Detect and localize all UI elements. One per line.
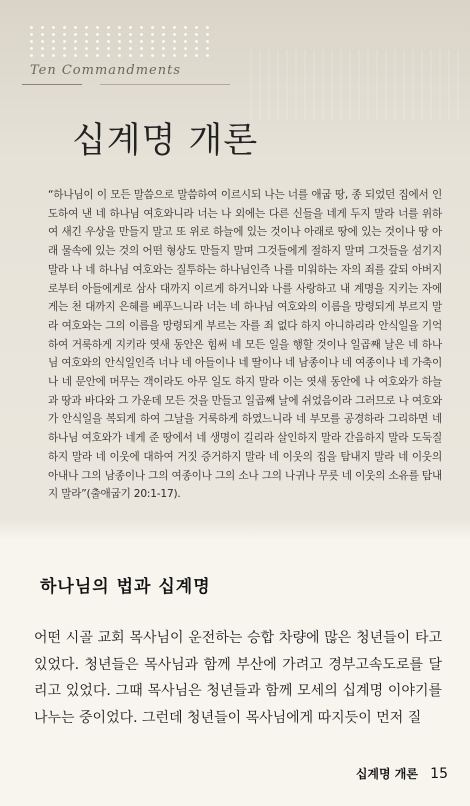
series-rule-secondary bbox=[100, 84, 230, 85]
decorative-dot-pattern bbox=[26, 24, 216, 58]
body-paragraph: 어떤 시골 교회 목사님이 운전하는 승합 차량에 많은 청년들이 타고 있었다. 청년들은 목사님과 함께 부산에 가려고 경부고속도로를 달리고 있었다. 그때 목사님은 청년들과 함께 모세의 십계명 이야기를 나누는 중이었다. 그런데 청년들이 목사님에게 따지듯이 먼저 질 bbox=[34, 630, 442, 726]
page-number: 15 bbox=[430, 766, 448, 782]
series-label: Ten Commandments bbox=[30, 63, 182, 78]
section-heading: 하나님의 법과 십계명 bbox=[40, 577, 211, 597]
running-title: 십계명 개론 bbox=[355, 767, 418, 781]
chapter-title: 십계명 개론 bbox=[72, 121, 259, 161]
series-rule bbox=[22, 84, 82, 85]
page-footer bbox=[356, 765, 448, 782]
scripture-quote: “하나님이 이 모든 말씀으로 말씀하여 이르시되 나는 너를 애굽 땅, 종 되었던 집에서 인도하여 낸 네 하나님 여호와니라 너는 나 외에는 다른 신들을 네게 두지 말라 너를 위하여 새긴 우상을 만들지 말고 또 위로 하늘에 있는 것이나 아래로 땅에 있는 것이나 땅 아래 물속에 있는 것의 어떤 형상도 만들지 말며 그것들에게 절하지 말며 그것들을 섬기지 말라 나 네 하나님 여호와는 질투하는 하나님인즉 나를 미워하는 자의 죄를 갚되 아버지로부터 아들에게로 삼사 대까지 이르게 하거니와 나를 사랑하고 내 계명을 지키는 자에게는 천 대까지 은혜를 베푸느니라 너는 네 하나님 여호와의 이름을 망령되게 부르지 말라 여호와는 그의 이름을 망령되게 부르는 자를 죄 없다 하지 아니하리라 안식일을 기억하여 거룩하게 지키라 엿새 동안은 힘써 네 모든 일을 행할 것이나 일곱째 날은 네 하나님 여호와의 안식일인즉 너나 네 아들이나 네 딸이나 네 남종이나 네 여종이나 네 가축이나 네 문안에 머무는 객이라도 아무 일도 하지 말라 이는 엿새 동안에 나 여호와가 하늘과 땅과 바다와 그 가운데 모든 것을 만들고 일곱째 날에 쉬었음이라 그러므로 나 여호와가 안식일을 복되게 하여 그날을 거룩하게 하였느니라 네 부모를 공경하라 그리하면 네 하나님 여호와가 네게 준 땅에서 네 생명이 길리라 살인하지 말라 간음하지 말라 도둑질하지 말라 네 이웃에 대하여 거짓 증거하지 말라 네 이웃의 집을 탐내지 말라 네 이웃의 아내나 그의 남종이나 그의 여종이나 그의 소나 그의 나귀나 무릇 네 이웃의 소유를 탐내지 말라”(출애굽기 20:1-17). bbox=[48, 189, 442, 501]
decorative-texture bbox=[250, 50, 460, 120]
